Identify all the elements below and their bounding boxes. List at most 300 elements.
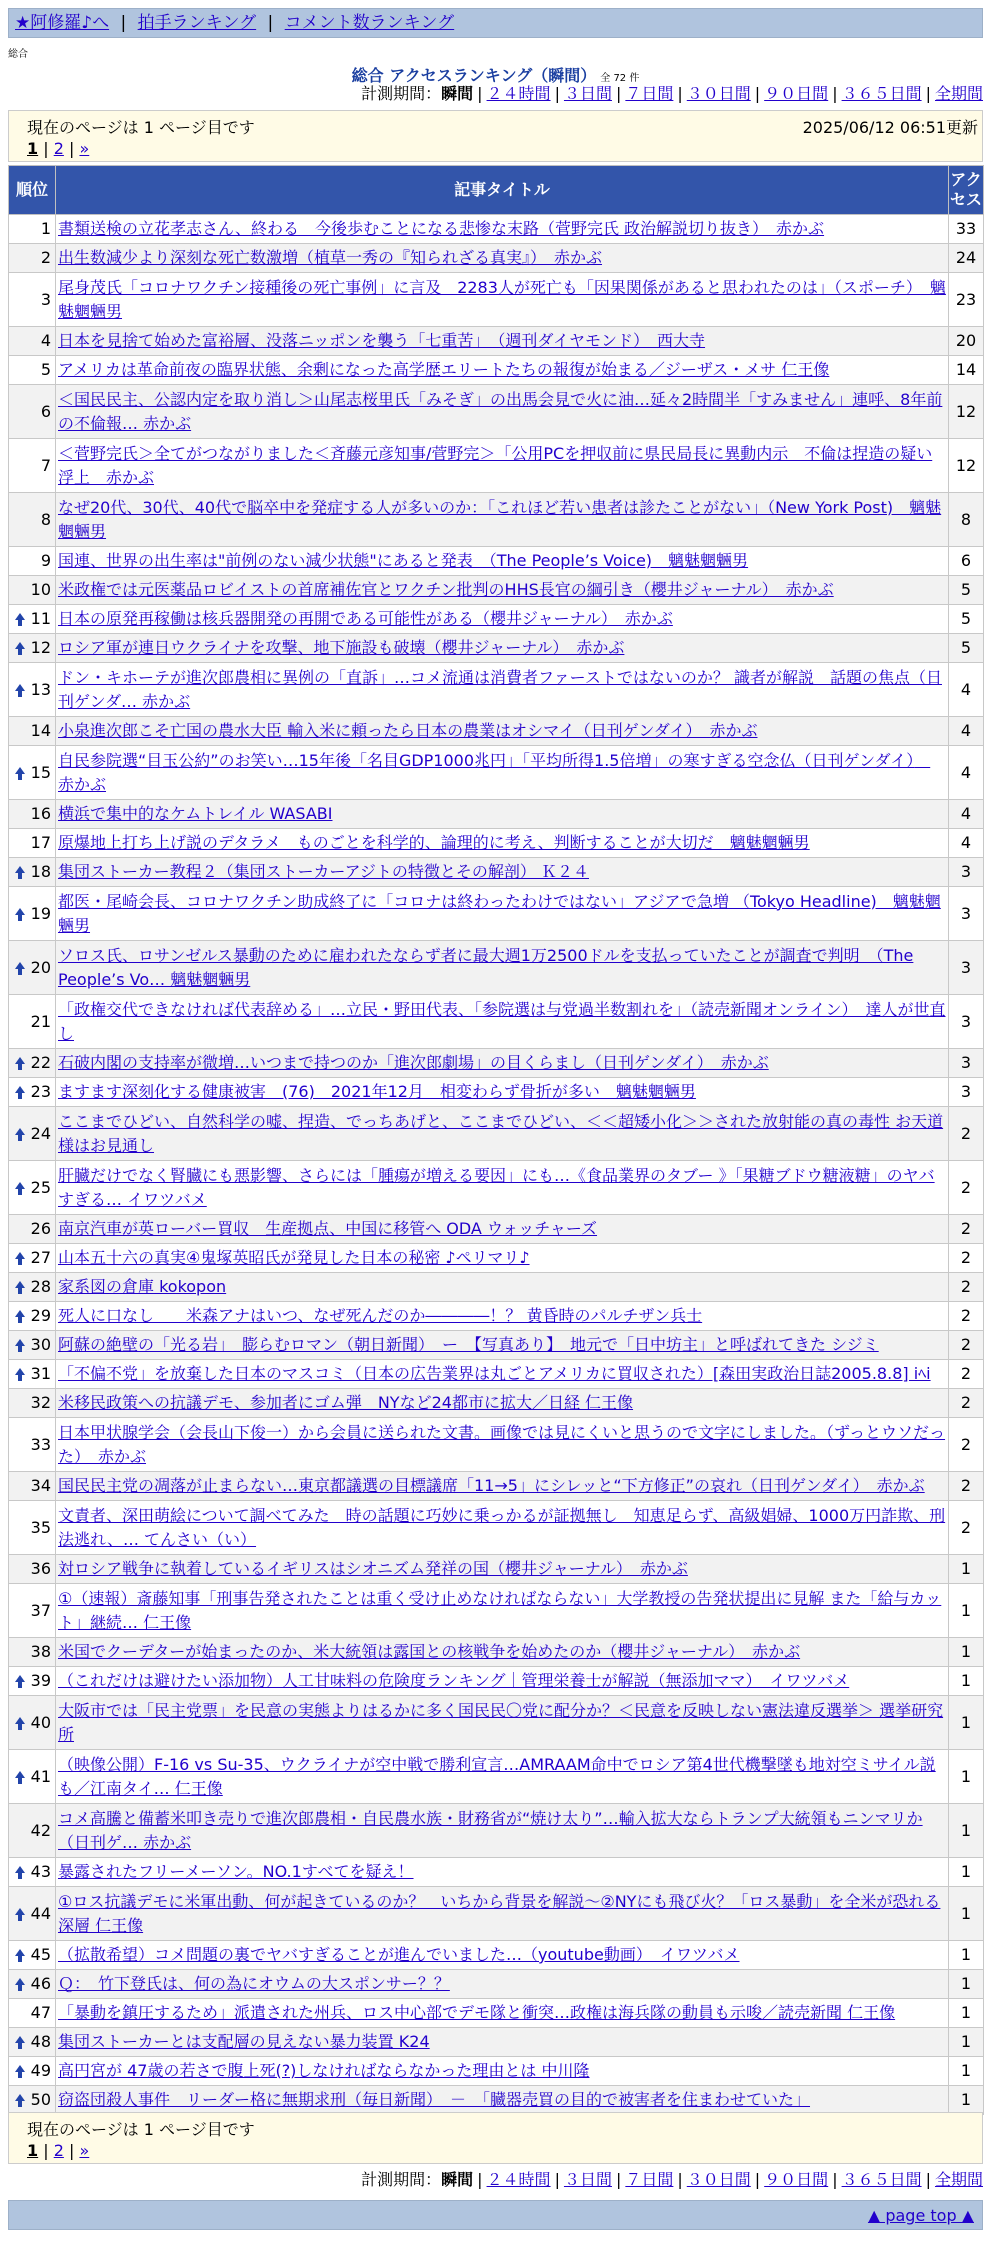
nav-comment-ranking-link[interactable]: コメント数ランキング — [284, 13, 455, 33]
title-cell — [56, 1472, 949, 1501]
rank-cell — [9, 1389, 56, 1418]
article-title-link[interactable]: 原爆地上打ち上げ説のデタラメ ものごとを科学的、論理的に考え、判断することが大切だ 魑魅魍魎男 — [58, 833, 810, 852]
access-count: 1 — [949, 1999, 984, 2028]
rank-cell — [9, 1555, 56, 1584]
nav-separator: | — [120, 13, 127, 33]
bottom-page-link-0: 1 — [27, 2141, 39, 2160]
rank-cell — [9, 439, 56, 493]
title-cell — [56, 1049, 949, 1078]
title-cell — [56, 1244, 949, 1273]
title-cell — [56, 1161, 949, 1215]
access-count: 2 — [949, 1273, 984, 1302]
rank-cell — [9, 244, 56, 273]
top-page-link-2[interactable]: » — [79, 139, 90, 158]
title-cell — [56, 439, 949, 493]
rank-up-arrow-icon — [15, 1949, 25, 1956]
access-count: 12 — [949, 439, 984, 493]
access-count: 3 — [949, 995, 984, 1049]
table-row — [9, 1389, 984, 1418]
table-row — [9, 1584, 984, 1638]
top-period-3[interactable]: ７日間 — [625, 84, 674, 103]
article-title-link[interactable]: 尾身茂氏「コロナワクチン接種後の死亡事例」に言及 2283人が死亡も「因果関係があると思われたのは」（スポーチ） 魑魅魍魎男 — [58, 277, 946, 321]
rank-cell — [9, 717, 56, 746]
access-count: 2 — [949, 1107, 984, 1161]
rank-cell — [9, 1858, 56, 1887]
table-row — [9, 1078, 984, 1107]
article-title-link[interactable]: 都医・尾崎会長、コロナワクチン助成終了に「コロナは終わったわけではない」アジアで急増 （Tokyo Headline) 魑魅魍魎男 — [58, 891, 941, 935]
nav-home-link[interactable]: ★阿修羅♪へ — [15, 13, 110, 33]
title-cell — [56, 273, 949, 327]
access-count: 2 — [949, 1161, 984, 1215]
rank-number: 23 — [30, 1082, 51, 1101]
rank-number: 45 — [30, 1945, 51, 1964]
access-count: 4 — [949, 746, 984, 800]
rank-number: 50 — [30, 2090, 51, 2109]
ranking-title — [0, 63, 991, 86]
table-row — [9, 1941, 984, 1970]
table-row — [9, 941, 984, 995]
article-title-link[interactable]: 米国でクーデターが始まったのか、米大統領は露国との核戦争を始めたのか（櫻井ジャーナル） 赤かぶ — [58, 1642, 801, 1661]
title-cell — [56, 1215, 949, 1244]
rank-cell — [9, 858, 56, 887]
pagination-separator: | — [38, 139, 54, 158]
period-separator: | — [615, 84, 622, 103]
article-title-link[interactable]: 「暴動を鎮圧するため」派遣された州兵、ロス中心部でデモ隊と衝突…政権は海兵隊の動員も示唆／読売新聞 仁王像 — [58, 2003, 896, 2022]
rank-cell — [9, 1331, 56, 1360]
title-cell — [56, 1501, 949, 1555]
rank-up-arrow-icon — [15, 613, 25, 620]
period-separator: | — [925, 2170, 931, 2189]
title-cell — [56, 1302, 949, 1331]
article-title-link[interactable]: コメ高騰と備蓄米叩き売りで進次郎農相・自民農水族・財務省が“焼け太り”…輸入拡大ならトランプ大統領もニンマリか（日刊ゲ… 赤かぶ — [58, 1808, 923, 1852]
table-row — [9, 1750, 984, 1804]
rank-up-arrow-icon — [15, 1182, 25, 1189]
article-title-link[interactable]: 肝臓だけでなく腎臓にも悪影響、さらには「腫瘍が増える要因」にも…《食品業界のタブー 》「果糖ブドウ糖液糖」のヤバすぎる… イワツバメ — [58, 1165, 935, 1209]
rank-cell — [9, 2086, 56, 2115]
table-row — [9, 1360, 984, 1389]
pagination-top — [27, 139, 89, 158]
article-title-link[interactable]: 小泉進次郎こそ亡国の農水大臣 輸入米に頼ったら日本の農業はオシマイ（日刊ゲンダイ） 赤かぶ — [58, 721, 758, 740]
updated-timestamp: 2025/06/12 06:51更新 — [802, 118, 978, 137]
table-row — [9, 663, 984, 717]
access-count: 1 — [949, 2057, 984, 2086]
rank-number: 33 — [30, 1434, 51, 1454]
rank-cell — [9, 1472, 56, 1501]
rank-up-arrow-icon — [15, 2065, 25, 2072]
access-count: 4 — [949, 800, 984, 829]
access-count: 4 — [949, 717, 984, 746]
article-title-link[interactable]: 国連、世界の出生率は"前例のない減少状態"にあると発表 （The People’s Voice) 魑魅魍魎男 — [58, 551, 749, 570]
pagination-separator: | — [63, 139, 80, 158]
bottom-period-2[interactable]: ３日間 — [563, 2170, 612, 2189]
title-cell — [56, 2028, 949, 2057]
title-cell — [56, 576, 949, 605]
table-row — [9, 1804, 984, 1858]
access-count: 14 — [949, 356, 984, 385]
rank-cell — [9, 1667, 56, 1696]
title-cell — [56, 1999, 949, 2028]
table-row — [9, 1501, 984, 1555]
period-separator: | — [832, 84, 838, 103]
article-title-link[interactable]: 家系図の倉庫 kokopon — [58, 1277, 227, 1296]
bottom-period-3[interactable]: ７日間 — [625, 2170, 674, 2189]
table-row — [9, 2028, 984, 2057]
rank-up-arrow-icon — [15, 2094, 25, 2101]
current-page-text: 現在のページは 1 ページ目です — [27, 118, 255, 137]
top-page-link-0: 1 — [27, 139, 39, 158]
category-label: 総合 — [8, 49, 28, 60]
top-period-4[interactable]: ３０日間 — [686, 84, 751, 103]
period-separator: | — [925, 84, 931, 103]
table-row — [9, 1638, 984, 1667]
rank-number: 35 — [30, 1517, 51, 1537]
table-header-row — [9, 166, 984, 215]
rank-cell — [9, 1418, 56, 1472]
rank-up-arrow-icon — [15, 908, 25, 915]
rank-number: 32 — [30, 1393, 51, 1412]
title-cell — [56, 1273, 949, 1302]
access-count: 5 — [949, 634, 984, 663]
article-title-link[interactable]: 大阪市では「民主党票」を民意の実態よりはるかに多く国民民〇党に配分か？＜民意を反映しない憲法違反選挙＞ 選挙研究所 — [58, 1700, 944, 1744]
article-title-link[interactable]: 書類送検の立花孝志さん、終わる 今後歩むことになる悲惨な末路（菅野完氏 政治解説切り抜き） 赤かぶ — [58, 219, 825, 238]
table-row — [9, 746, 984, 800]
period-selector-bottom — [361, 2170, 983, 2190]
current-page-text-bottom: 現在のページは 1 ページ目です — [27, 2120, 255, 2139]
article-title-link[interactable]: 横浜で集中的なケムトレイル WASABI — [58, 804, 333, 823]
table-row — [9, 887, 984, 941]
access-count: 3 — [949, 1078, 984, 1107]
table-row — [9, 439, 984, 493]
title-cell — [56, 547, 949, 576]
article-title-link[interactable]: 山本五十六の真実④鬼塚英昭氏が発見した日本の秘密 ♪ペリマリ♪ — [58, 1248, 530, 1267]
rank-number: 31 — [30, 1364, 51, 1383]
article-title-link[interactable]: ここまでひどい、自然科学の嘘、捏造、でっちあげと、ここまでひどい、＜＜超矮小化＞＞された放射能の真の毒性 お天道様はお見通し — [58, 1111, 944, 1155]
title-cell — [56, 717, 949, 746]
table-row — [9, 1418, 984, 1472]
rank-up-arrow-icon — [15, 1339, 25, 1346]
rank-cell — [9, 356, 56, 385]
bottom-period-6[interactable]: ３６５日間 — [841, 2170, 922, 2189]
top-period-5[interactable]: ９０日間 — [764, 84, 829, 103]
table-row — [9, 356, 984, 385]
rank-up-arrow-icon — [15, 1908, 25, 1915]
rank-cell — [9, 995, 56, 1049]
pagination-separator: | — [38, 2141, 54, 2160]
article-title-link[interactable]: 出生数減少より深刻な死亡数激増（植草一秀の『知られざる真実』） 赤かぶ — [58, 248, 603, 267]
page-status-bottom — [8, 2112, 983, 2164]
access-count: 3 — [949, 1049, 984, 1078]
rank-up-arrow-icon — [15, 1057, 25, 1064]
rank-cell — [9, 829, 56, 858]
rank-number: 30 — [30, 1335, 51, 1354]
article-title-link[interactable]: 国民民主党の凋落が止まらない…東京都議選の目標議席「11→5」にシレッと“下方修正”の哀れ（日刊ゲンダイ） 赤かぶ — [58, 1476, 925, 1495]
rank-number: 25 — [30, 1177, 51, 1197]
period-separator: | — [477, 84, 483, 103]
rank-number: 46 — [30, 1974, 51, 1993]
title-cell — [56, 605, 949, 634]
top-period-1[interactable]: ２４時間 — [486, 84, 551, 103]
top-page-link-1[interactable]: 2 — [53, 139, 64, 158]
rank-number: 20 — [30, 957, 51, 977]
period-separator: | — [554, 84, 560, 103]
rank-number: 11 — [30, 609, 51, 628]
article-title-link[interactable]: 対ロシア戦争に執着しているイギリスはシオニズム発祥の国（櫻井ジャーナル） 赤かぶ — [58, 1559, 688, 1578]
rank-up-arrow-icon — [15, 1368, 25, 1375]
rank-number: 26 — [30, 1219, 51, 1238]
rank-number: 15 — [30, 762, 51, 782]
rank-cell — [9, 1970, 56, 1999]
access-count: 1 — [949, 1804, 984, 1858]
article-title-link[interactable]: 「不偏不党」を放棄した日本のマスコミ（日本の広告業界は丸ごとアメリカに買収された）[森田実政治日誌2005.8.8] iﾍi — [58, 1364, 931, 1383]
bottom-bar — [8, 2200, 983, 2230]
rank-cell — [9, 1302, 56, 1331]
rank-cell — [9, 746, 56, 800]
rank-cell — [9, 1273, 56, 1302]
article-title-link[interactable]: 「政権交代できなければ代表辞める」…立民・野田代表、「参院選は与党過半数割れを」（読売新聞オンライン） 達人が世直し — [58, 999, 946, 1043]
access-count: 2 — [949, 1472, 984, 1501]
article-title-link[interactable]: 高円宮が 47歳の若さで腹上死(?)しなければならなかった理由とは 中川隆 — [58, 2061, 590, 2080]
access-count: 3 — [949, 887, 984, 941]
rank-number: 22 — [30, 1053, 51, 1072]
rank-column-header: 順位 — [9, 166, 56, 215]
article-title-link[interactable]: ＜菅野完氏＞全てがつながりました＜斉藤元彦知事/菅野完＞「公用PCを押収前に県民局長に異動内示 不倫は捏造の疑い浮上 赤かぶ — [58, 443, 933, 487]
article-title-link[interactable]: 集団ストーカー教程２（集団ストーカーアジトの特徴とその解剖） Ｋ２４ — [58, 862, 590, 881]
article-title-link[interactable]: Ｑ： 竹下登氏は、何の為にオウムの大スポンサー？？ — [58, 1974, 450, 1993]
article-title-link[interactable]: 日本甲状腺学会（会長山下俊一）から会員に送られた文書。画像では見にくいと思うので文字にしました。（ずっとウソだった） 赤かぶ — [58, 1422, 946, 1466]
table-row — [9, 1667, 984, 1696]
rank-up-arrow-icon — [15, 1252, 25, 1259]
rank-number: 24 — [30, 1123, 51, 1143]
title-cell — [56, 244, 949, 273]
table-row — [9, 1273, 984, 1302]
bottom-period-7[interactable]: 全期間 — [934, 2170, 983, 2189]
access-count: 4 — [949, 829, 984, 858]
bottom-period-5[interactable]: ９０日間 — [764, 2170, 829, 2189]
access-count: 2 — [949, 1244, 984, 1273]
rank-cell — [9, 1750, 56, 1804]
access-count: 4 — [949, 663, 984, 717]
access-count: 2 — [949, 1360, 984, 1389]
rank-up-arrow-icon — [15, 684, 25, 691]
access-count: 5 — [949, 605, 984, 634]
rank-number: 21 — [30, 1011, 51, 1031]
period-separator: | — [677, 84, 683, 103]
bottom-page-link-2[interactable]: » — [79, 2141, 90, 2160]
access-count: 1 — [949, 1555, 984, 1584]
rank-number: 47 — [30, 2003, 51, 2022]
rank-number: 48 — [30, 2032, 51, 2051]
title-cell — [56, 800, 949, 829]
title-cell — [56, 1970, 949, 1999]
rank-number: 36 — [30, 1559, 51, 1578]
title-cell — [56, 634, 949, 663]
article-title-link[interactable]: 死人に口なし 米森アナはいつ、なぜ死んだのか――――！？ 黄昏時のパルチザン兵士 — [58, 1306, 703, 1325]
table-row — [9, 2057, 984, 2086]
period-separator: | — [477, 2170, 483, 2189]
rank-up-arrow-icon — [15, 866, 25, 873]
access-count: 1 — [949, 1941, 984, 1970]
access-count: 1 — [949, 1970, 984, 1999]
rank-cell — [9, 663, 56, 717]
rank-cell — [9, 1078, 56, 1107]
rank-up-arrow-icon — [15, 2036, 25, 2043]
rank-cell — [9, 1999, 56, 2028]
article-title-link[interactable]: 自民参院選“目玉公約”のお笑い…15年後「名目GDP1000兆円」「平均所得1.5倍増」の寒すぎる空念仏（日刊ゲンダイ） 赤かぶ — [58, 750, 931, 794]
rank-cell — [9, 941, 56, 995]
bottom-page-link-1[interactable]: 2 — [53, 2141, 64, 2160]
table-row — [9, 273, 984, 327]
table-row — [9, 493, 984, 547]
period-separator: | — [754, 84, 761, 103]
rank-number: 28 — [30, 1277, 51, 1296]
rank-cell — [9, 547, 56, 576]
rank-cell — [9, 2057, 56, 2086]
period-label: 計測期間： — [361, 2170, 442, 2189]
article-title-link[interactable]: ＜国民民主、公認内定を取り消し＞山尾志桜里氏「みそぎ」の出馬会見で火に油…延々2時間半「すみません」連呼、8年前の不倫報… 赤かぶ — [58, 389, 943, 433]
rank-cell — [9, 1941, 56, 1970]
article-title-link[interactable]: 暴露されたフリーメーソン。NO.1すべてを疑え！ — [58, 1862, 414, 1881]
article-title-link[interactable]: アメリカは革命前夜の臨界状態、余剰になった高学歴エリートたちの報復が始まる／ジーザス・メサ 仁王像 — [58, 360, 830, 379]
rank-number: 5 — [40, 360, 51, 379]
title-cell — [56, 2086, 949, 2115]
bottom-period-4[interactable]: ３０日間 — [686, 2170, 751, 2189]
rank-up-arrow-icon — [15, 767, 25, 774]
top-nav-bar — [8, 8, 983, 38]
title-cell — [56, 1941, 949, 1970]
rank-up-arrow-icon — [15, 1675, 25, 1682]
rank-number: 8 — [40, 509, 51, 529]
article-title-link[interactable]: （映像公開）F-16 vs Su-35、ウクライナが空中戦で勝利宣言…AMRAAM命中でロシア第4世代機撃墜も地対空ミサイル説も／江南タイ… 仁王像 — [58, 1754, 936, 1798]
title-cell — [56, 215, 949, 244]
article-title-link[interactable]: 米政権では元医薬品ロビイストの首席補佐官とワクチン批判のHHS長官の綱引き（櫻井ジャーナル） 赤かぶ — [58, 580, 834, 599]
title-cell — [56, 385, 949, 439]
title-cell — [56, 1389, 949, 1418]
table-row — [9, 1858, 984, 1887]
rank-cell — [9, 887, 56, 941]
rank-number: 29 — [30, 1306, 51, 1325]
rank-up-arrow-icon — [15, 1128, 25, 1135]
rank-number: 37 — [30, 1600, 51, 1620]
title-cell — [56, 746, 949, 800]
article-title-link[interactable]: （拡散希望）コメ問題の裏でヤバすぎることが進んでいました…（youtube動画） イワツバメ — [58, 1945, 740, 1964]
ranking-count: 全 72 件 — [600, 73, 640, 84]
top-period-6[interactable]: ３６５日間 — [841, 84, 922, 103]
rank-cell — [9, 1638, 56, 1667]
top-period-7[interactable]: 全期間 — [934, 84, 983, 103]
access-count: 1 — [949, 2086, 984, 2115]
rank-cell — [9, 215, 56, 244]
table-row — [9, 1970, 984, 1999]
title-cell — [56, 1555, 949, 1584]
rank-number: 39 — [30, 1671, 51, 1690]
table-row — [9, 1472, 984, 1501]
table-row — [9, 1555, 984, 1584]
article-title-link[interactable]: なぜ20代、30代、40代で脳卒中を発症する人が多いのか：「これほど若い患者は診たことがない」（New York Post) 魑魅魍魎男 — [58, 497, 942, 541]
bottom-period-0: 瞬間 — [441, 2170, 474, 2189]
article-title-link[interactable]: 石破内閣の支持率が微増…いつまで持つのか「進次郎劇場」の目くらまし（日刊ゲンダイ） 赤かぶ — [58, 1053, 769, 1072]
title-cell — [56, 1887, 949, 1941]
rank-cell — [9, 1887, 56, 1941]
article-title-link[interactable]: 阿蘇の絶壁の「光る岩」 膨らむロマン（朝日新聞） ー 【写真あり】 地元で「日中坊主」と呼ばれてきた シジミ — [58, 1335, 879, 1354]
page-top-link[interactable]: ▲ page top ▲ — [867, 2206, 974, 2225]
rank-number: 42 — [30, 1820, 51, 1840]
article-title-link[interactable]: 文責者、深田萌絵について調べてみた 時の話題に巧妙に乗っかるが証拠無し 知恵足らず、高級娼婦、1000万円詐欺、刑法逃れ、… てんさい（い） — [58, 1505, 946, 1549]
article-title-link[interactable]: （これだけは避けたい添加物）人工甘味料の危険度ランキング｜管理栄養士が解説（無添加ママ） イワツバメ — [58, 1671, 850, 1690]
access-count: 1 — [949, 1750, 984, 1804]
article-title-link[interactable]: 集団ストーカーとは支配層の見えない暴力装置 K24 — [58, 2032, 430, 2051]
article-title-link[interactable]: 米移民政策への抗議デモ、参加者にゴム弾 NYなど24都市に拡大／日経 仁王像 — [58, 1393, 634, 1412]
title-cell — [56, 995, 949, 1049]
nav-applause-ranking-link[interactable]: 拍手ランキング — [137, 13, 257, 33]
title-cell — [56, 1750, 949, 1804]
article-title-link[interactable]: ①ロス抗議デモに米軍出動、何が起きているのか？ いちから背景を解説～②NYにも飛び火？「ロス暴動」を全米が恐れる深層 仁王像 — [58, 1891, 941, 1935]
rank-up-arrow-icon — [15, 1717, 25, 1724]
article-title-link[interactable]: 南京汽車が英ローバー買収 生産拠点、中国に移管へ ODA ウォッチャーズ — [58, 1219, 598, 1238]
access-count: 2 — [949, 1215, 984, 1244]
top-period-2[interactable]: ３日間 — [563, 84, 612, 103]
rank-number: 34 — [30, 1476, 51, 1495]
table-row — [9, 1107, 984, 1161]
table-row — [9, 327, 984, 356]
bottom-period-1[interactable]: ２４時間 — [486, 2170, 551, 2189]
top-period-0: 瞬間 — [441, 84, 474, 103]
table-row — [9, 1049, 984, 1078]
article-title-link[interactable]: ①（速報）斎藤知事「刑事告発されたことは重く受け止めなければならない」大学教授の告発状提出に見解 また「給与カット」継続… 仁王像 — [58, 1588, 942, 1632]
table-row — [9, 634, 984, 663]
title-cell — [56, 829, 949, 858]
article-title-link[interactable]: ますます深刻化する健康被害 (76) 2021年12月 相変わらず骨折が多い 魑魅魍魎男 — [58, 1082, 696, 1101]
access-count: 2 — [949, 1389, 984, 1418]
access-count: 12 — [949, 385, 984, 439]
article-title-link[interactable]: 窃盗団殺人事件 リーダー格に無期求刑（毎日新聞） － 「臓器売買の目的で被害者を住まわせていた」 — [58, 2090, 811, 2109]
title-cell — [56, 1584, 949, 1638]
access-count: 1 — [949, 1887, 984, 1941]
rank-number: 40 — [30, 1712, 51, 1732]
rank-number: 27 — [30, 1248, 51, 1267]
table-row — [9, 215, 984, 244]
rank-up-arrow-icon — [15, 1310, 25, 1317]
rank-cell — [9, 327, 56, 356]
table-row — [9, 547, 984, 576]
table-row — [9, 800, 984, 829]
table-row — [9, 1244, 984, 1273]
title-cell — [56, 1696, 949, 1750]
article-title-link[interactable]: ドン・キホーテが進次郎農相に異例の「直訴」…コメ流通は消費者ファーストではないのか？ 識者が解説 話題の焦点（日刊ゲンダ… 赤かぶ — [58, 667, 942, 711]
rank-number: 41 — [30, 1766, 51, 1786]
table-row — [9, 1215, 984, 1244]
period-label: 計測期間： — [361, 84, 442, 103]
article-title-link[interactable]: 日本の原発再稼働は核兵器開発の再開である可能性がある（櫻井ジャーナル） 赤かぶ — [58, 609, 673, 628]
article-title-link[interactable]: 日本を見捨て始めた富裕層、没落ニッポンを襲う「七重苦」 （週刊ダイヤモンド） 西大寺 — [58, 331, 706, 350]
rank-cell — [9, 634, 56, 663]
article-title-link[interactable]: ソロス氏、ロサンゼルス暴動のために雇われたならず者に最大週1万2500ドルを支払っていたことが調査で判明 （The People’s Vo… 魑魅魍魎男 — [58, 945, 914, 989]
rank-number: 3 — [40, 289, 51, 309]
access-column-header: アクセス — [949, 166, 984, 215]
table-row — [9, 1999, 984, 2028]
rank-cell — [9, 273, 56, 327]
article-title-link[interactable]: ロシア軍が連日ウクライナを攻撃、地下施設も破壊（櫻井ジャーナル） 赤かぶ — [58, 638, 625, 657]
title-cell — [56, 1331, 949, 1360]
rank-number: 18 — [30, 862, 51, 881]
title-cell — [56, 2057, 949, 2086]
rank-number: 19 — [30, 903, 51, 923]
title-cell — [56, 1107, 949, 1161]
table-row — [9, 576, 984, 605]
title-cell — [56, 1638, 949, 1667]
table-row — [9, 2086, 984, 2115]
access-count: 3 — [949, 941, 984, 995]
table-row — [9, 858, 984, 887]
